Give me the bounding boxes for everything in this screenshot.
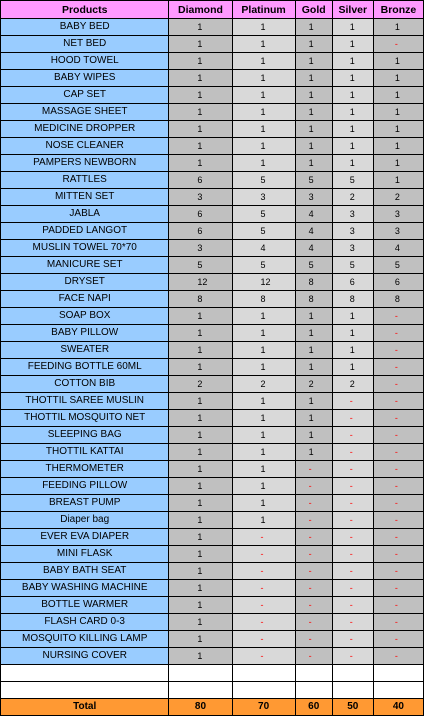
table-row [1,172,424,189]
quantity-cell-silver: 1 [332,53,373,70]
product-name-cell: MASSAGE SHEET [1,104,169,121]
quantity-cell-silver: 3 [332,240,373,257]
quantity-cell-gold: 3 [295,189,332,206]
header-platinum: Platinum [232,1,295,19]
quantity-cell-silver: 1 [332,70,373,87]
table-row [1,104,424,121]
quantity-cell-bronze: - [373,563,423,580]
product-name-cell: MITTEN SET [1,189,169,206]
quantity-cell-gold: 1 [295,53,332,70]
quantity-cell-platinum: 5 [232,223,295,240]
quantity-cell-diamond: 1 [169,512,232,529]
quantity-cell-bronze: 1 [373,121,423,138]
table-row [1,121,424,138]
total-gold: 60 [295,699,332,716]
quantity-cell-bronze: 1 [373,155,423,172]
quantity-cell-silver: - [332,631,373,648]
quantity-cell-platinum: 2 [232,376,295,393]
quantity-cell-platinum: 3 [232,189,295,206]
quantity-cell-gold: 2 [295,376,332,393]
quantity-cell-silver: - [332,563,373,580]
table-row [1,546,424,563]
quantity-cell-bronze: 5 [373,257,423,274]
table-row [1,308,424,325]
quantity-cell-diamond: 1 [169,495,232,512]
product-name-cell: FEEDING BOTTLE 60ML [1,359,169,376]
quantity-cell-gold: - [295,529,332,546]
quantity-cell-platinum: - [232,580,295,597]
quantity-cell-diamond: 1 [169,444,232,461]
quantity-cell-silver: 1 [332,359,373,376]
quantity-cell-platinum: 1 [232,121,295,138]
quantity-cell-gold: 1 [295,393,332,410]
table-row [1,138,424,155]
header-row [1,1,424,19]
quantity-cell-gold: 1 [295,121,332,138]
blank-cell [373,665,423,682]
quantity-cell-bronze: - [373,359,423,376]
product-name-cell: MANICURE SET [1,257,169,274]
total-row [1,699,424,716]
table-row [1,70,424,87]
blank-cell [373,682,423,699]
table-row [1,427,424,444]
quantity-cell-diamond: 1 [169,546,232,563]
quantity-cell-bronze: - [373,495,423,512]
quantity-cell-platinum: 1 [232,70,295,87]
quantity-cell-bronze: - [373,529,423,546]
quantity-cell-diamond: 1 [169,410,232,427]
table-row [1,189,424,206]
quantity-cell-platinum: 4 [232,240,295,257]
quantity-cell-bronze: - [373,36,423,53]
quantity-cell-gold: 1 [295,36,332,53]
quantity-cell-gold: 1 [295,138,332,155]
quantity-cell-platinum: - [232,546,295,563]
quantity-cell-gold: 1 [295,342,332,359]
table-row [1,342,424,359]
quantity-cell-bronze: 6 [373,274,423,291]
product-name-cell: THOTTIL KATTAI [1,444,169,461]
product-name-cell: EVER EVA DIAPER [1,529,169,546]
quantity-cell-gold: - [295,461,332,478]
quantity-cell-bronze: 1 [373,104,423,121]
quantity-cell-silver: 1 [332,19,373,36]
table-row [1,223,424,240]
quantity-cell-platinum: 5 [232,206,295,223]
quantity-cell-gold: 1 [295,444,332,461]
table-row [1,461,424,478]
table-row [1,495,424,512]
quantity-cell-silver: 1 [332,121,373,138]
quantity-cell-bronze: 8 [373,291,423,308]
quantity-cell-diamond: 5 [169,257,232,274]
product-name-cell: BREAST PUMP [1,495,169,512]
table-row [1,274,424,291]
quantity-cell-platinum: 1 [232,53,295,70]
quantity-cell-gold: 1 [295,308,332,325]
table-row [1,512,424,529]
quantity-cell-platinum: 1 [232,444,295,461]
quantity-cell-platinum: 1 [232,461,295,478]
product-name-cell: NOSE CLEANER [1,138,169,155]
quantity-cell-bronze: - [373,546,423,563]
product-name-cell: FACE NAPI [1,291,169,308]
quantity-cell-bronze: 1 [373,19,423,36]
table-row [1,376,424,393]
quantity-cell-silver: 2 [332,376,373,393]
quantity-cell-bronze: 3 [373,206,423,223]
product-name-cell: MEDICINE DROPPER [1,121,169,138]
quantity-cell-silver: 1 [332,87,373,104]
quantity-cell-platinum: - [232,529,295,546]
quantity-cell-diamond: 1 [169,36,232,53]
quantity-cell-platinum: 1 [232,308,295,325]
quantity-cell-bronze: - [373,444,423,461]
table-row [1,563,424,580]
quantity-cell-diamond: 12 [169,274,232,291]
quantity-cell-silver: 1 [332,325,373,342]
product-name-cell: SLEEPING BAG [1,427,169,444]
quantity-cell-platinum: - [232,631,295,648]
product-name-cell: BOTTLE WARMER [1,597,169,614]
quantity-cell-platinum: 1 [232,87,295,104]
quantity-cell-gold: 4 [295,240,332,257]
quantity-cell-platinum: 1 [232,36,295,53]
quantity-cell-gold: 1 [295,70,332,87]
quantity-cell-bronze: - [373,461,423,478]
quantity-cell-platinum: 8 [232,291,295,308]
quantity-cell-platinum: 1 [232,393,295,410]
blank-row [1,682,424,699]
product-name-cell: BABY WIPES [1,70,169,87]
blank-cell [169,665,232,682]
quantity-cell-gold: 4 [295,223,332,240]
quantity-cell-diamond: 1 [169,631,232,648]
total-platinum: 70 [232,699,295,716]
quantity-cell-silver: 1 [332,138,373,155]
product-name-cell: NET BED [1,36,169,53]
quantity-cell-diamond: 1 [169,597,232,614]
quantity-cell-diamond: 1 [169,614,232,631]
quantity-cell-diamond: 3 [169,240,232,257]
quantity-cell-diamond: 2 [169,376,232,393]
header-bronze: Bronze [373,1,423,19]
table-row [1,257,424,274]
quantity-cell-bronze: - [373,580,423,597]
quantity-cell-silver: 1 [332,342,373,359]
quantity-cell-silver: - [332,597,373,614]
quantity-cell-gold: - [295,563,332,580]
quantity-cell-gold: 1 [295,359,332,376]
product-name-cell: NURSING COVER [1,648,169,665]
quantity-cell-silver: 3 [332,206,373,223]
quantity-cell-diamond: 1 [169,461,232,478]
quantity-cell-gold: 8 [295,274,332,291]
product-name-cell: PADDED LANGOT [1,223,169,240]
product-name-cell: JABLA [1,206,169,223]
quantity-cell-silver: - [332,478,373,495]
blank-cell [295,665,332,682]
quantity-cell-diamond: 8 [169,291,232,308]
quantity-cell-platinum: - [232,648,295,665]
quantity-cell-silver: 5 [332,257,373,274]
blank-row [1,665,424,682]
quantity-cell-silver: 1 [332,155,373,172]
quantity-cell-silver: - [332,614,373,631]
quantity-cell-bronze: - [373,614,423,631]
quantity-cell-silver: - [332,410,373,427]
quantity-cell-bronze: 1 [373,70,423,87]
quantity-cell-gold: 1 [295,104,332,121]
quantity-cell-silver: - [332,495,373,512]
quantity-cell-gold: - [295,580,332,597]
blank-cell [169,682,232,699]
quantity-cell-diamond: 1 [169,19,232,36]
quantity-cell-bronze: 1 [373,172,423,189]
quantity-cell-platinum: - [232,563,295,580]
quantity-cell-platinum: 1 [232,512,295,529]
quantity-cell-silver: - [332,444,373,461]
table-row [1,631,424,648]
quantity-cell-silver: 2 [332,189,373,206]
product-name-cell: DRYSET [1,274,169,291]
quantity-cell-diamond: 1 [169,53,232,70]
quantity-cell-silver: - [332,393,373,410]
table-row [1,36,424,53]
quantity-cell-bronze: 1 [373,138,423,155]
quantity-cell-platinum: 1 [232,495,295,512]
table-row [1,155,424,172]
quantity-cell-bronze: - [373,308,423,325]
total-diamond: 80 [169,699,232,716]
quantity-cell-gold: 1 [295,19,332,36]
header-diamond: Diamond [169,1,232,19]
quantity-cell-platinum: 1 [232,325,295,342]
header-gold: Gold [295,1,332,19]
quantity-cell-platinum: 1 [232,19,295,36]
table-row [1,529,424,546]
quantity-cell-gold: 5 [295,172,332,189]
table-row [1,359,424,376]
quantity-cell-platinum: 1 [232,427,295,444]
quantity-cell-platinum: 1 [232,138,295,155]
quantity-cell-diamond: 1 [169,580,232,597]
quantity-cell-bronze: - [373,342,423,359]
quantity-cell-diamond: 1 [169,308,232,325]
total-silver: 50 [332,699,373,716]
quantity-cell-diamond: 1 [169,121,232,138]
product-name-cell: MOSQUITO KILLING LAMP [1,631,169,648]
quantity-cell-diamond: 1 [169,104,232,121]
blank-cell [1,682,169,699]
quantity-cell-silver: - [332,461,373,478]
quantity-cell-diamond: 1 [169,478,232,495]
product-name-cell: MINI FLASK [1,546,169,563]
product-name-cell: SOAP BOX [1,308,169,325]
table-row [1,53,424,70]
quantity-cell-silver: - [332,427,373,444]
quantity-cell-platinum: 5 [232,172,295,189]
blank-cell [232,682,295,699]
quantity-cell-bronze: - [373,478,423,495]
product-name-cell: CAP SET [1,87,169,104]
quantity-cell-bronze: - [373,376,423,393]
table-row [1,410,424,427]
quantity-cell-platinum: - [232,597,295,614]
quantity-cell-bronze: - [373,427,423,444]
blank-cell [1,665,169,682]
quantity-cell-silver: 6 [332,274,373,291]
quantity-cell-silver: 1 [332,36,373,53]
quantity-cell-gold: - [295,648,332,665]
quantity-cell-bronze: - [373,325,423,342]
total-label: Total [1,699,169,716]
product-name-cell: Diaper bag [1,512,169,529]
product-name-cell: PAMPERS NEWBORN [1,155,169,172]
quantity-cell-bronze: 3 [373,223,423,240]
blank-cell [232,665,295,682]
quantity-cell-gold: 1 [295,87,332,104]
quantity-cell-gold: 8 [295,291,332,308]
quantity-cell-silver: 5 [332,172,373,189]
table-row [1,240,424,257]
table-row [1,19,424,36]
quantity-cell-platinum: 1 [232,478,295,495]
product-name-cell: THERMOMETER [1,461,169,478]
quantity-cell-diamond: 3 [169,189,232,206]
table-row [1,597,424,614]
quantity-cell-gold: 1 [295,410,332,427]
table-row [1,393,424,410]
quantity-cell-diamond: 1 [169,70,232,87]
table-row [1,614,424,631]
quantity-cell-diamond: 6 [169,206,232,223]
quantity-cell-gold: - [295,614,332,631]
quantity-cell-bronze: - [373,393,423,410]
product-name-cell: SWEATER [1,342,169,359]
table-row [1,444,424,461]
quantity-cell-bronze: 2 [373,189,423,206]
product-name-cell: BABY BED [1,19,169,36]
product-name-cell: COTTON BIB [1,376,169,393]
quantity-cell-platinum: 12 [232,274,295,291]
quantity-cell-diamond: 1 [169,325,232,342]
table-row [1,478,424,495]
quantity-cell-gold: 5 [295,257,332,274]
product-name-cell: THOTTIL SAREE MUSLIN [1,393,169,410]
table-row [1,325,424,342]
quantity-cell-silver: 1 [332,104,373,121]
quantity-cell-diamond: 1 [169,529,232,546]
quantity-cell-diamond: 1 [169,138,232,155]
quantity-cell-platinum: 1 [232,104,295,121]
quantity-cell-gold: 1 [295,427,332,444]
quantity-cell-diamond: 6 [169,223,232,240]
quantity-cell-platinum: 1 [232,359,295,376]
quantity-cell-gold: - [295,597,332,614]
quantity-cell-silver: - [332,648,373,665]
quantity-cell-gold: 4 [295,206,332,223]
header-silver: Silver [332,1,373,19]
quantity-cell-platinum: 1 [232,410,295,427]
product-name-cell: BABY WASHING MACHINE [1,580,169,597]
quantity-cell-bronze: - [373,512,423,529]
quantity-cell-platinum: 5 [232,257,295,274]
quantity-cell-gold: - [295,546,332,563]
quantity-cell-silver: - [332,529,373,546]
quantity-cell-silver: - [332,512,373,529]
product-name-cell: BABY PILLOW [1,325,169,342]
quantity-cell-bronze: - [373,631,423,648]
quantity-cell-bronze: - [373,410,423,427]
total-bronze: 40 [373,699,423,716]
quantity-cell-gold: - [295,495,332,512]
quantity-cell-platinum: 1 [232,342,295,359]
quantity-cell-diamond: 1 [169,342,232,359]
table-row [1,291,424,308]
quantity-cell-gold: - [295,478,332,495]
quantity-cell-silver: 1 [332,308,373,325]
product-name-cell: RATTLES [1,172,169,189]
quantity-cell-silver: 3 [332,223,373,240]
product-name-cell: FLASH CARD 0-3 [1,614,169,631]
quantity-cell-diamond: 1 [169,393,232,410]
quantity-cell-bronze: - [373,648,423,665]
quantity-cell-diamond: 1 [169,359,232,376]
quantity-cell-diamond: 1 [169,427,232,444]
quantity-cell-bronze: 1 [373,53,423,70]
quantity-cell-bronze: 1 [373,87,423,104]
quantity-cell-gold: 1 [295,325,332,342]
product-name-cell: FEEDING PILLOW [1,478,169,495]
blank-cell [332,682,373,699]
quantity-cell-platinum: 1 [232,155,295,172]
quantity-cell-gold: - [295,512,332,529]
product-name-cell: HOOD TOWEL [1,53,169,70]
quantity-cell-bronze: 4 [373,240,423,257]
quantity-cell-diamond: 1 [169,87,232,104]
quantity-cell-gold: - [295,631,332,648]
product-name-cell: THOTTIL MOSQUITO NET [1,410,169,427]
header-products: Products [1,1,169,19]
quantity-cell-silver: - [332,546,373,563]
table-row [1,580,424,597]
quantity-cell-silver: 8 [332,291,373,308]
quantity-cell-diamond: 1 [169,563,232,580]
quantity-cell-silver: - [332,580,373,597]
table-row [1,206,424,223]
blank-cell [295,682,332,699]
quantity-cell-diamond: 1 [169,648,232,665]
quantity-cell-gold: 1 [295,155,332,172]
product-name-cell: BABY BATH SEAT [1,563,169,580]
quantity-cell-platinum: - [232,614,295,631]
quantity-cell-bronze: - [373,597,423,614]
quantity-cell-diamond: 1 [169,155,232,172]
table-body [1,19,424,699]
table-row [1,87,424,104]
blank-cell [332,665,373,682]
table-row [1,648,424,665]
quantity-cell-diamond: 6 [169,172,232,189]
product-name-cell: MUSLIN TOWEL 70*70 [1,240,169,257]
